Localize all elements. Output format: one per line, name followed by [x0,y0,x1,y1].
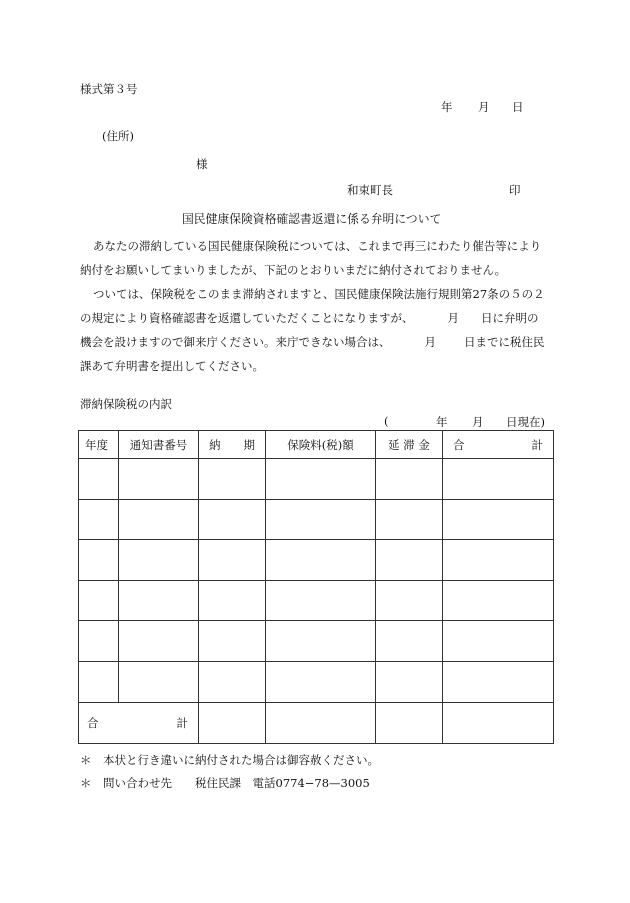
table-total-row [79,702,554,743]
sender-title: 和束町長 [347,183,393,197]
cell-amount [266,621,376,662]
header-total [443,431,554,459]
header-period-a: 納 [209,437,221,452]
note-contact: ＊ 問い合わせ先 税住民課 電話0774−78—3005 [80,776,370,790]
cell-period [199,621,266,662]
cell-total [443,621,554,662]
document-title: 国民健康保険資格確認書返還に係る弁明について [182,212,442,226]
seal-mark: 印 [509,183,521,197]
body-line-4-month: 月 [447,311,459,325]
header-period [199,431,266,459]
cell-late-fee [376,540,443,581]
cell-late-fee [376,661,443,702]
cell-total [443,580,554,621]
date-year-label: 年 [441,100,453,114]
cell-notice-number [119,621,199,662]
cell-late-fee-total [376,702,443,743]
header-late-fee: 延 滞 金 [376,431,443,459]
cell-amount [266,580,376,621]
cell-total [443,499,554,540]
cell-period [199,580,266,621]
cell-period [199,661,266,702]
as-of-year-label: 年 [436,415,448,429]
table-row [79,661,554,702]
cell-amount [266,661,376,702]
cell-amount [266,459,376,500]
cell-late-fee [376,580,443,621]
form-number: 様式第３号 [80,82,138,96]
cell-late-fee [376,459,443,500]
cell-period-total [199,702,266,743]
header-total-a: 合 [453,437,465,452]
body-line-4-day: 日に弁明の [481,311,539,325]
note-payment-crossed: ＊ 本状と行き違いに納付された場合は御容赦ください。 [80,753,379,767]
cell-grand-total [443,702,554,743]
date-day-label: 日 [512,100,524,114]
body-line-6: 課あて弁明書を提出してください。 [80,359,264,373]
arrears-table [78,430,554,744]
table-caption: 滞納保険税の内訳 [80,397,172,411]
cell-year [79,661,119,702]
table-row [79,499,554,540]
body-line-5-day: 日までに税住民 [464,335,545,349]
body-line-5 [80,334,545,350]
table-row [79,621,554,662]
date-month-label: 月 [478,100,490,114]
body-line-3: ついては、保険税をこのまま滞納されますと、国民健康保険法施行規則第27条の５の２ [93,287,545,301]
body-line-4 [80,310,539,326]
as-of-month-label: 月 [472,415,484,429]
table-row [79,459,554,500]
cell-total [443,459,554,500]
cell-late-fee [376,499,443,540]
total-row-label [79,702,199,743]
table-row [79,580,554,621]
cell-year [79,621,119,662]
table-row [79,540,554,581]
as-of-open-paren: ( [384,414,389,428]
cell-period [199,540,266,581]
body-line-1: あなたの滞納している国民健康保険税については、これまで再三にわたり催告等により [93,239,542,253]
as-of-day-label: 日現在) [506,415,545,429]
header-amount: 保険料(税)額 [266,431,376,459]
total-label-b: 計 [176,715,188,730]
cell-period [199,459,266,500]
cell-year [79,540,119,581]
cell-year [79,499,119,540]
cell-period [199,499,266,540]
body-line-5-text: 機会を設けますので御来庁ください。来庁できない場合は、 [80,335,391,349]
cell-notice-number [119,459,199,500]
cell-amount-total [266,702,376,743]
total-label-a: 合 [87,715,99,730]
cell-year [79,459,119,500]
header-year: 年度 [79,431,119,459]
header-total-b: 計 [531,437,543,452]
body-line-4-text: の規定により資格確認書を返還していただくことになりますが、 [80,311,414,325]
cell-total [443,540,554,581]
cell-notice-number [119,540,199,581]
cell-year [79,580,119,621]
cell-notice-number [119,661,199,702]
body-line-5-month: 月 [424,335,436,349]
cell-notice-number [119,499,199,540]
header-notice-number: 通知書番号 [119,431,199,459]
cell-late-fee [376,621,443,662]
body-line-2: 納付をお願いしてまいりましたが、下記のとおりいまだに納付されておりません。 [80,263,507,277]
table-header-row [79,431,554,459]
header-period-b: 期 [243,437,255,452]
cell-notice-number [119,580,199,621]
cell-total [443,661,554,702]
cell-amount [266,499,376,540]
address-label: (住所) [102,129,134,143]
recipient-honorific: 様 [196,157,208,171]
cell-amount [266,540,376,581]
